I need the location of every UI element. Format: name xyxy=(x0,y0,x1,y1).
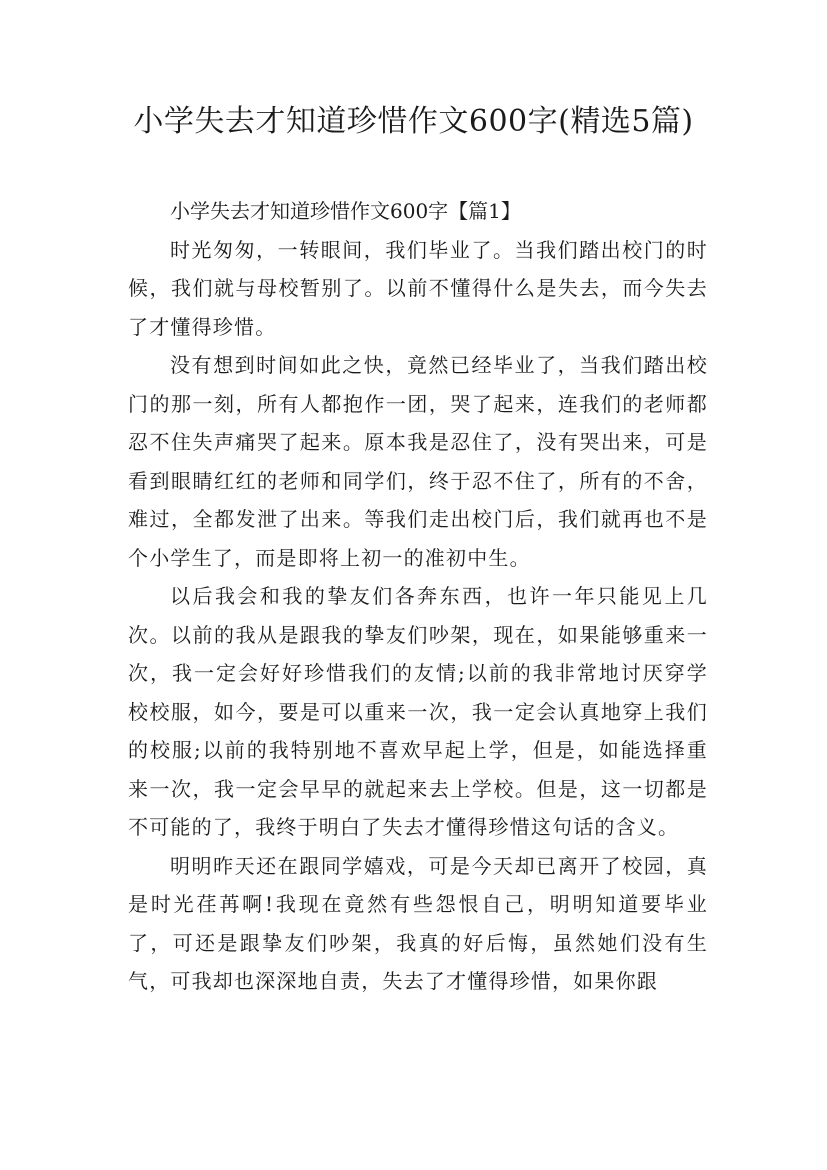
paragraph-1: 时光匆匆，一转眼间，我们毕业了。当我们踏出校门的时候，我们就与母校暂别了。以前不懂得什么是失去，而今失去了才懂得珍惜。 xyxy=(128,237,708,339)
section-heading: 小学失去才知道珍惜作文600字【篇1】 xyxy=(170,199,521,223)
paragraph-2: 没有想到时间如此之快，竟然已经毕业了，当我们踏出校门的那一刻，所有人都抱作一团，哭了起来，连我们的老师都忍不住失声痛哭了起来。原本我是忍住了，没有哭出来，可是看到眼睛红红的老师和同学们，终于忍不住了，所有的不舍，难过，全都发泄了出来。等我们走出校门后，我们就再也不是个小学生了，而是即将上初一的准初中生。 xyxy=(128,353,708,570)
paragraph-4: 明明昨天还在跟同学嬉戏，可是今天却已离开了校园，真是时光荏苒啊!我现在竟然有些怨恨自己，明明知道要毕业了，可还是跟挚友们吵架，我真的好后悔，虽然她们没有生气，可我却也深深地自责，失去了才懂得珍惜，如果你跟 xyxy=(128,853,708,993)
document-title: 小学失去才知道珍惜作文600字(精选5篇) xyxy=(133,104,694,139)
document-body xyxy=(128,192,708,1001)
paragraph-3: 以后我会和我的挚友们各奔东西，也许一年只能见上几次。以前的我从是跟我的挚友们吵架，现在，如果能够重来一次，我一定会好好珍惜我们的友情;以前的我非常地讨厌穿学校校服，如今，要是可以重来一次，我一定会认真地穿上我们的校服;以前的我特别地不喜欢早起上学，但是，如能选择重来一次，我一定会早早的就起来去上学校。但是，这一切都是不可能的了，我终于明白了失去才懂得珍惜这句话的含义。 xyxy=(128,584,708,839)
